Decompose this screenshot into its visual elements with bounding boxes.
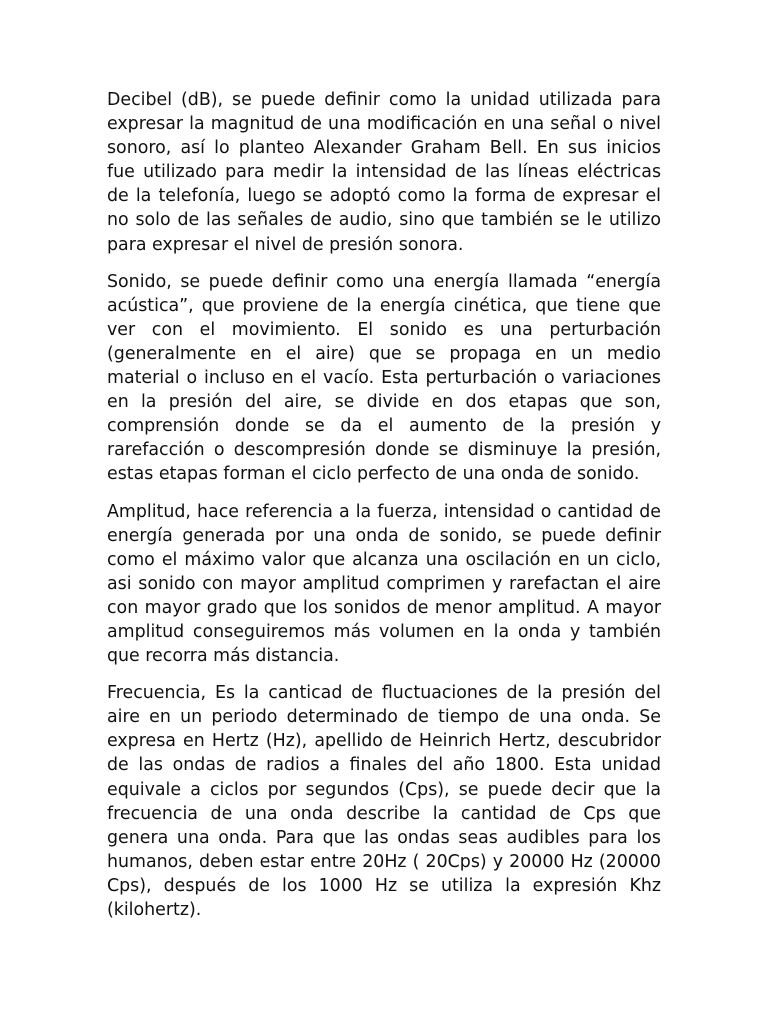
paragraph-amplitud: Amplitud, hace referencia a la fuerza, intensidad o cantidad de energía generada por una onda de sonido, se puede definir como el máximo valor que alcanza una oscilación en un ciclo, asi sonido con mayor amplitud comprimen y rarefactan el aire con mayor grado que los sonidos de menor amplitud. A mayor amplitud conseguiremos más volumen en la onda y también que recorra más distancia. [107,501,661,667]
paragraph-sonido: Sonido, se puede definir como una energía llamada “energía acústica”, que proviene de la energía cinética, que tiene que ver con el movimiento. El sonido es una perturbación (generalmente en el aire) que se propaga en un medio material o incluso en el vacío. Esta perturbación o variaciones en la presión del aire, se divide en dos etapas que son, comprensión donde se da el aumento de la presión y rarefacción o descompresión donde se disminuye la presión, estas etapas forman el ciclo perfecto de una onda de sonido. [107,271,661,485]
document-page [107,88,661,935]
paragraph-decibel: Decibel (dB), se puede definir como la unidad utilizada para expresar la magnitud de una modificación en una señal o nivel sonoro, así lo planteo Alexander Graham Bell. En sus inicios fue utilizado para medir la intensidad de las líneas eléctricas de la telefonía, luego se adoptó como la forma de expresar el no solo de las señales de audio, sino que también se le utilizo para expresar el nivel de presión sonora. [107,90,661,255]
paragraph-frecuencia: Frecuencia, Es la canticad de fluctuaciones de la presión del aire en un periodo determinado de tiempo de una onda. Se expresa en Hertz (Hz), apellido de Heinrich Hertz, descubridor de las ondas de radios a finales del año 1800. Esta unidad equivale a ciclos por segundos (Cps), se puede decir que la frecuencia de una onda describe la cantidad de Cps que genera una onda. Para que las ondas seas audibles para los humanos, deben estar entre 20Hz ( 20Cps) y 20000 Hz (20000 Cps), después de los 1000 Hz se utiliza la expresión Khz (kilohertz). [107,683,661,920]
